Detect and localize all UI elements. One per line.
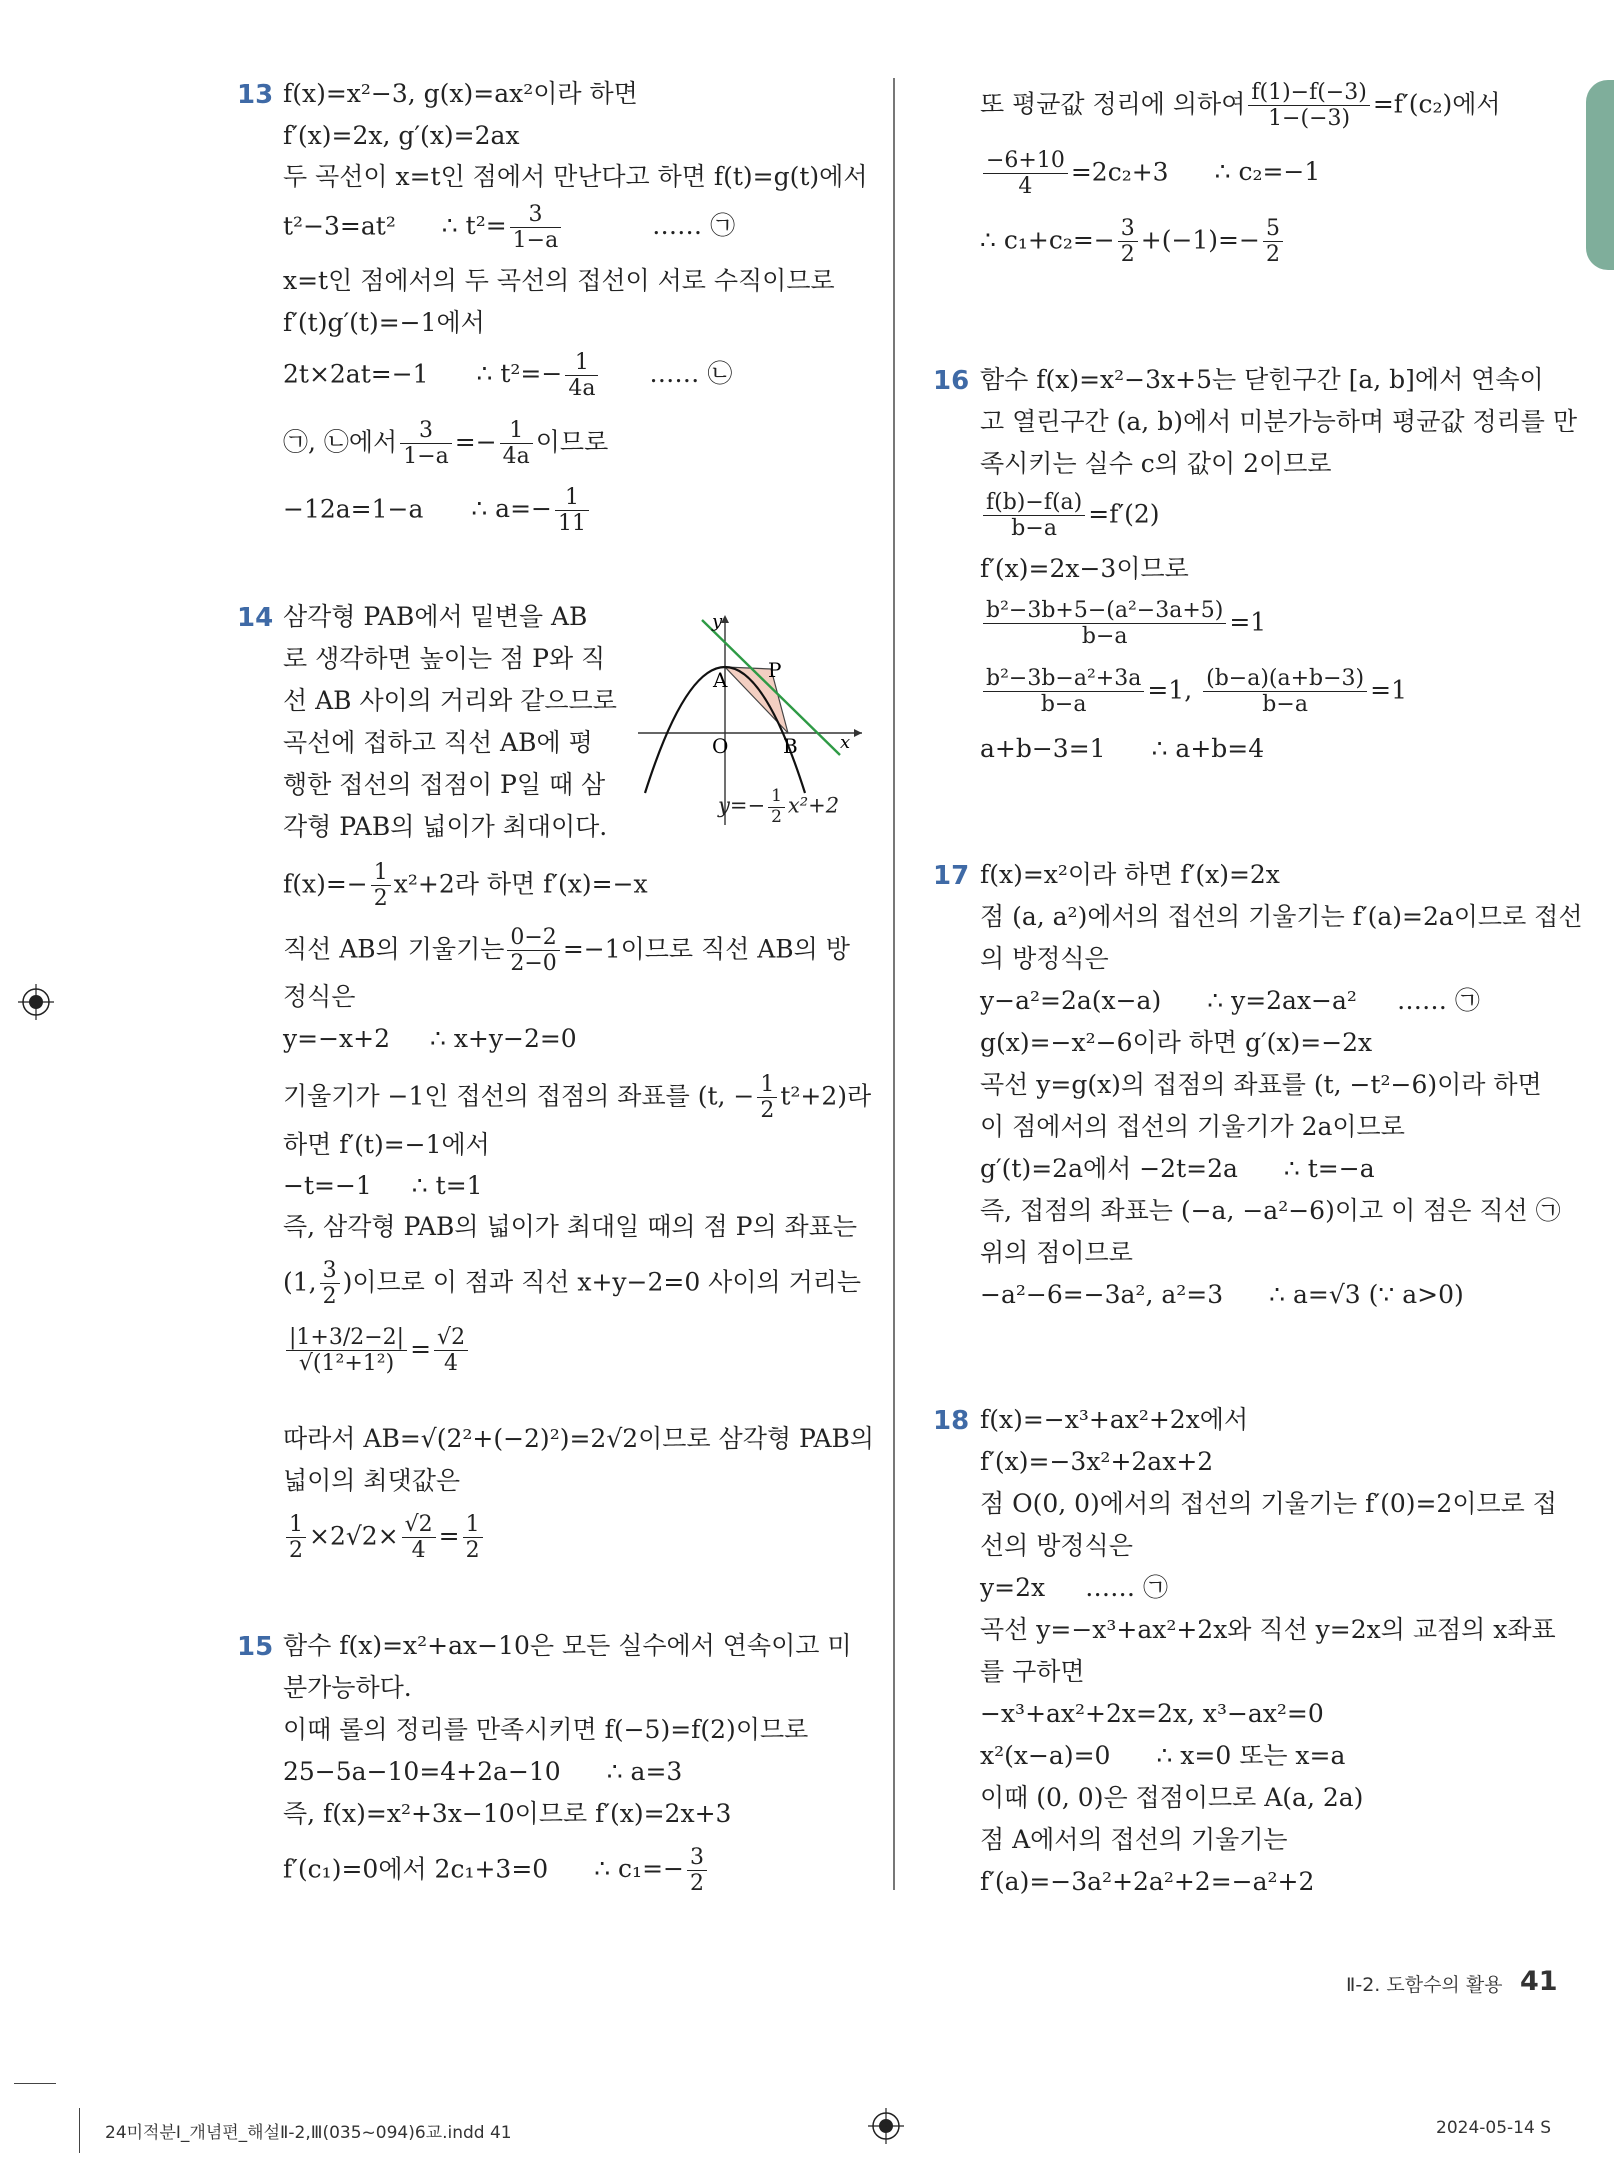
print-slug-date: 2024-05-14 S: [1436, 2118, 1551, 2138]
solution-line: 기울기가 −1인 접선의 접점의 좌표를 (t, − $\frac{1}{2}$ t²+2)라: [283, 1072, 872, 1124]
solution-line: 또 평균값 정리에 의하여 $\frac{f(1)-f(-3)}{1-(-3)}$ =f′(c₂)에서: [980, 80, 1501, 132]
problem-number: 17: [933, 861, 970, 891]
solution-line: f(x)=x²이라 하면 f′(x)=2x: [980, 860, 1280, 889]
solution-line: (1, $\frac{3}{2}$ )이므로 이 점과 직선 x+y−2=0 사이의 거리는: [283, 1258, 862, 1310]
solution-line: −x³+ax²+2x=2x, x³−ax²=0: [980, 1699, 1324, 1728]
x-axis-arrow: [854, 729, 862, 737]
solution-line: f′(a)=−3a²+2a²+2=−a²+2: [980, 1867, 1315, 1896]
section-label: Ⅱ-2. 도함수의 활용: [1346, 1974, 1503, 1996]
y-label: y: [712, 611, 723, 632]
solution-line: 점 (a, a²)에서의 접선의 기울기는 f′(a)=2a이므로 접선: [980, 902, 1583, 931]
solution-line: 이때 (0, 0)은 접점이므로 A(a, 2a): [980, 1783, 1364, 1812]
solution-line: f′(x)=−3x²+2ax+2: [980, 1447, 1214, 1476]
chapter-tab: [1586, 80, 1614, 270]
solution-line: x²(x−a)=0 ∴ x=0 또는 x=a: [980, 1741, 1346, 1770]
solution-line: 이 점에서의 접선의 기울기가 2a이므로: [980, 1112, 1405, 1141]
solution-line: 선의 방정식은: [980, 1531, 1133, 1560]
solution-line: x=t인 점에서의 두 곡선의 접선이 서로 수직이므로: [283, 266, 835, 295]
solution-line: 따라서 AB=√(2²+(−2)²)=2√2이므로 삼각형 PAB의: [283, 1424, 875, 1453]
solution-line: ㉠, ㉡에서 $\frac{3}{1-a}$ =− $\frac{1}{4a}$ 이므로: [283, 418, 609, 470]
solution-line: a+b−3=1 ∴ a+b=4: [980, 734, 1265, 763]
point-a-label: A: [713, 668, 728, 692]
solution-line: ∴ c₁+c₂=− $\frac{3}{2}$ +(−1)=− $\frac{5}{2}$: [980, 216, 1286, 268]
solution-line: 위의 점이므로: [980, 1238, 1133, 1267]
problem-number: 13: [237, 80, 274, 110]
solution-line: 즉, 접점의 좌표는 (−a, −a²−6)이고 이 점은 직선 ㉠: [980, 1196, 1561, 1225]
solution-line: 직선 AB의 기울기는 $\frac{0-2}{2-0}$ =−1이므로 직선 AB의 방: [283, 925, 850, 977]
figure-caption: y=− $\frac{1}{2}$ x²+2: [718, 786, 840, 827]
page-number: 41: [1520, 1966, 1558, 1997]
solution-line: 즉, 삼각형 PAB의 넓이가 최대일 때의 점 P의 좌표는: [283, 1212, 857, 1241]
solution-line: 각형 PAB의 넓이가 최대이다.: [283, 812, 608, 841]
origin-label: O: [712, 734, 729, 758]
solution-line: 곡선 y=g(x)의 접점의 좌표를 (t, −t²−6)이라 하면: [980, 1070, 1542, 1099]
solution-line: 분가능하다.: [283, 1673, 412, 1702]
solution-line: g′(t)=2a에서 −2t=2a ∴ t=−a: [980, 1154, 1375, 1183]
solution-line: 의 방정식은: [980, 944, 1109, 973]
solution-line: f′(x)=2x, g′(x)=2ax: [283, 121, 520, 150]
solution-line: 를 구하면: [980, 1657, 1085, 1686]
solution-line: f′(c₁)=0에서 2c₁+3=0 ∴ c₁=− $\frac{3}{2}$: [283, 1845, 710, 1897]
solution-line: 선 AB 사이의 거리와 같으므로: [283, 686, 617, 715]
problem-number: 16: [933, 366, 970, 396]
solution-line: f′(x)=2x−3이므로: [980, 554, 1189, 583]
column-divider: [893, 78, 895, 1890]
solution-line: 하면 f′(t)=−1에서: [283, 1130, 490, 1159]
solution-line: $\frac{1}{2}$ ×2√2× $\frac{√2}{4}$ = $\frac{1}{2}$: [283, 1512, 486, 1564]
solution-line: 족시키는 실수 c의 값이 2이므로: [980, 449, 1332, 478]
point-p-label: P: [768, 658, 782, 682]
solution-line: $\frac{|1+3/2-2|}{\text{√(1²+1²)}}$ = $\frac{√2}{4}$: [283, 1325, 471, 1377]
registration-mark-icon: [868, 2108, 904, 2144]
solution-line: 곡선 y=−x³+ax²+2x와 직선 y=2x의 교점의 x좌표: [980, 1615, 1556, 1644]
registration-mark-icon: [18, 984, 54, 1020]
solution-line: $\frac{\text{b²−3b−a²+3a}}{b-a}$ =1, $\frac{(b-a)(a+b-3)}{b-a}$ =1: [980, 666, 1407, 718]
solution-line: 함수 f(x)=x²−3x+5는 닫힌구간 [a, b]에서 연속이: [980, 365, 1544, 394]
solution-line: f(x)=− $\frac{1}{2}$ x²+2라 하면 f′(x)=−x: [283, 860, 648, 912]
problem-number: 18: [933, 1406, 970, 1436]
y-axis-arrow: [721, 615, 729, 623]
solution-line: 이때 롤의 정리를 만족시키면 f(−5)=f(2)이므로: [283, 1715, 809, 1744]
solution-line: $\frac{\text{b²−3b+5−(a²−3a+5)}}{b-a}$ =1: [980, 598, 1266, 650]
solution-line: −12a=1−a ∴ a=− $\frac{1}{11}$: [283, 485, 592, 537]
solution-line: 점 O(0, 0)에서의 접선의 기울기는 f′(0)=2이므로 접: [980, 1489, 1557, 1518]
solution-line: −a²−6=−3a², a²=3 ∴ a=√3 (∵ a>0): [980, 1280, 1464, 1309]
solution-line: g(x)=−x²−6이라 하면 g′(x)=−2x: [980, 1028, 1373, 1057]
solution-line: $\frac{-6+10}{4}$ =2c₂+3 ∴ c₂=−1: [980, 148, 1320, 200]
point-b-label: B: [783, 734, 798, 758]
solution-line: 정식은: [283, 982, 356, 1011]
solution-line: y−a²=2a(x−a) ∴ y=2ax−a² …… ㉠: [980, 986, 1480, 1015]
solution-line: y=−x+2 ∴ x+y−2=0: [283, 1024, 577, 1053]
solution-line: 행한 접선의 접점이 P일 때 삼: [283, 770, 606, 799]
solution-line: 25−5a−10=4+2a−10 ∴ a=3: [283, 1757, 683, 1786]
solution-line: 고 열린구간 (a, b)에서 미분가능하며 평균값 정리를 만: [980, 407, 1577, 436]
solution-line: 곡선에 접하고 직선 AB에 평: [283, 728, 593, 757]
print-slug-filename: 24미적분Ⅰ_개념편_해설Ⅱ-2,Ⅲ(035~094)6교.indd 41: [105, 2123, 512, 2143]
solution-line: 2t×2at=−1 ∴ t²=− $\frac{1}{4a}$ …… ㉡: [283, 350, 733, 402]
crop-mark: [79, 2108, 80, 2153]
problem-number: 15: [237, 1632, 274, 1662]
crop-mark: [14, 2083, 56, 2084]
solution-line: 삼각형 PAB에서 밑변을 AB: [283, 602, 588, 631]
solution-line: 점 A에서의 접선의 기울기는: [980, 1825, 1288, 1854]
solution-line: $\frac{f(b)-f(a)}{b-a}$ =f′(2): [980, 490, 1160, 542]
solution-line: y=2x …… ㉠: [980, 1573, 1169, 1602]
solution-line: 함수 f(x)=x²+ax−10은 모든 실수에서 연속이고 미: [283, 1631, 852, 1660]
x-label: x: [840, 732, 851, 753]
problem-number: 14: [237, 603, 274, 633]
solution-line: −t=−1 ∴ t=1: [283, 1171, 483, 1200]
solution-line: 즉, f(x)=x²+3x−10이므로 f′(x)=2x+3: [283, 1799, 732, 1828]
solution-line: f(x)=−x³+ax²+2x에서: [980, 1405, 1249, 1434]
solution-line: f(x)=x²−3, g(x)=ax²이라 하면: [283, 79, 638, 108]
solution-line: f′(t)g′(t)=−1에서: [283, 308, 485, 337]
solution-line: 넓이의 최댓값은: [283, 1466, 460, 1495]
solution-line: 두 곡선이 x=t인 점에서 만난다고 하면 f(t)=g(t)에서: [283, 162, 868, 191]
solution-line: t²−3=at² ∴ t²= $\frac{3}{1-a}$ …… ㉠: [283, 202, 736, 254]
solution-line: 로 생각하면 높이는 점 P와 직: [283, 644, 606, 673]
